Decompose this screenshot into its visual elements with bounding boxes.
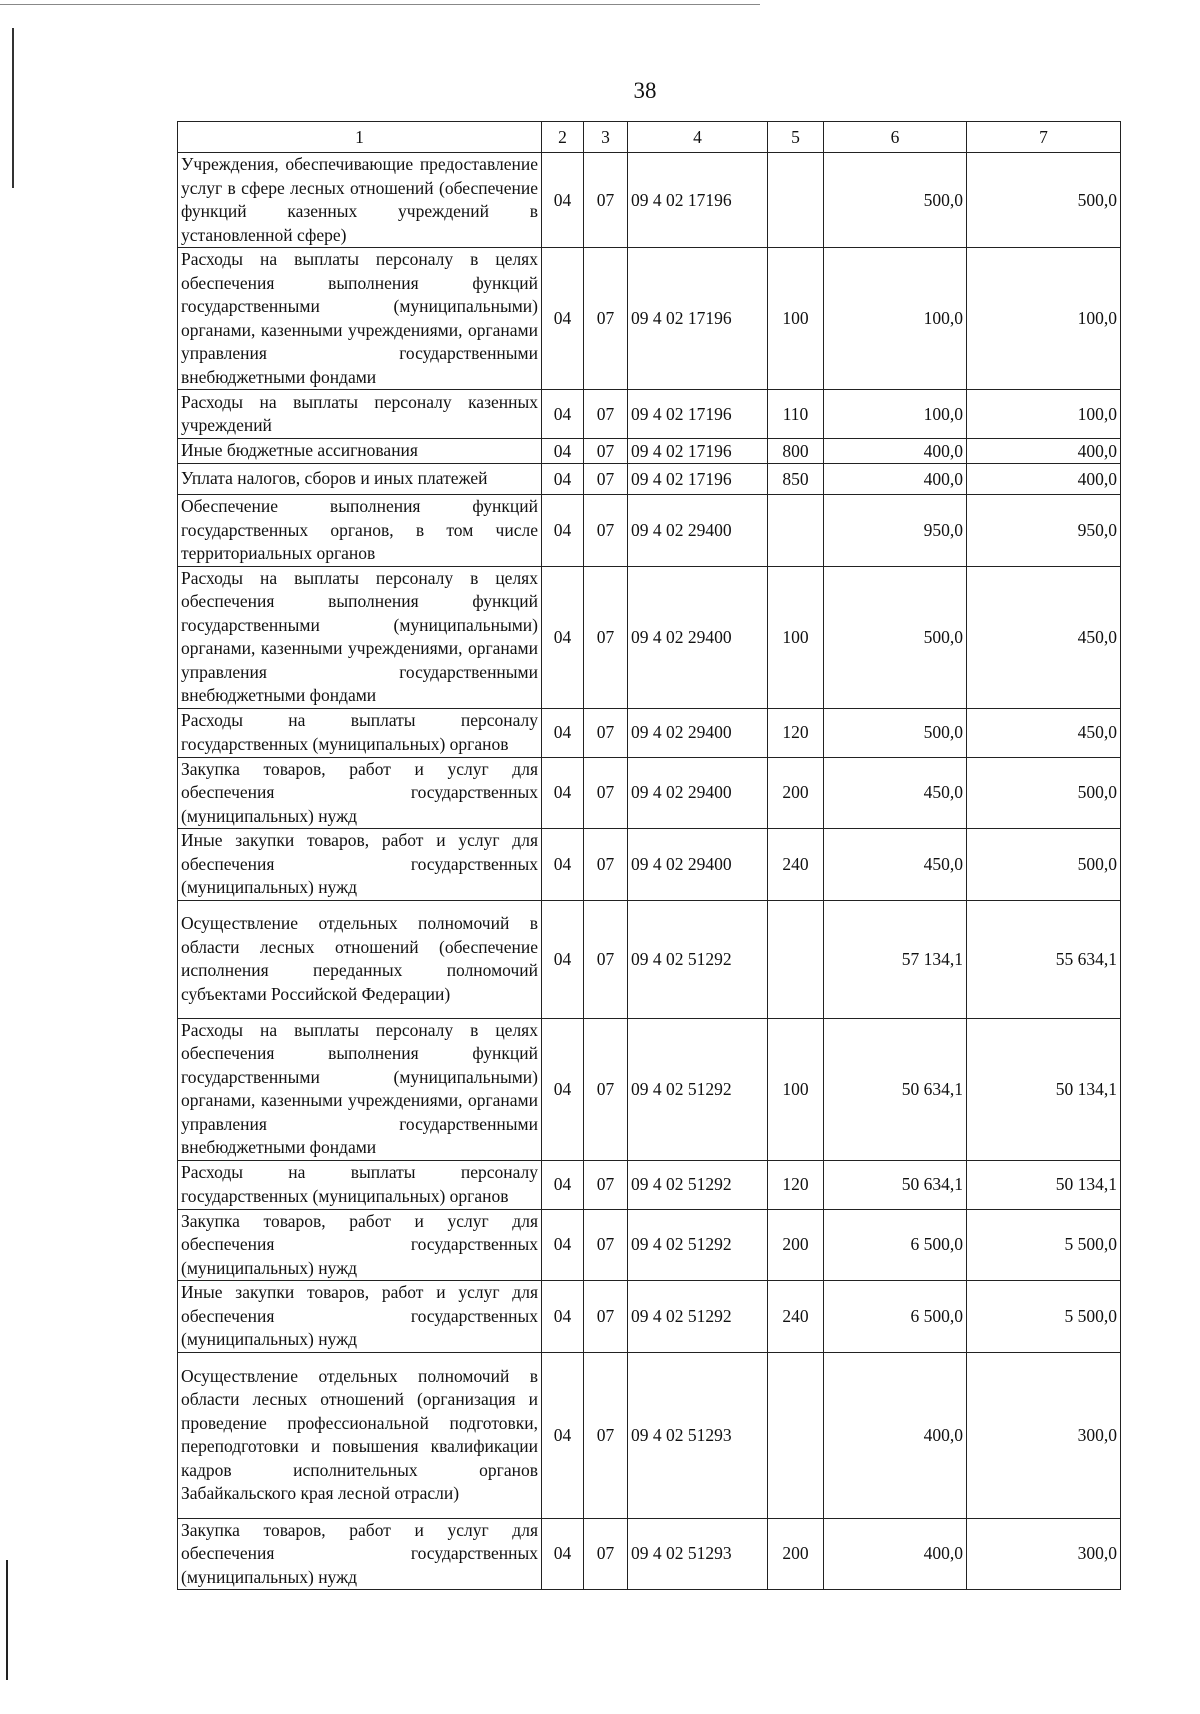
amount-col6: 100,0	[824, 390, 967, 439]
subsection-code: 07	[584, 439, 628, 464]
target-article-code: 09 4 02 29400	[628, 566, 768, 708]
expense-name: Расходы на выплаты персоналу в целях обеспечения выполнения функций государственными (муниципальными) органами, казенными учреждениями, органами управления государственными внебюджетными фондами	[178, 566, 542, 708]
amount-col6: 450,0	[824, 829, 967, 901]
expense-name: Расходы на выплаты персоналу казенных учреждений	[178, 390, 542, 439]
expense-name: Расходы на выплаты персоналу государственных (муниципальных) органов	[178, 708, 542, 757]
amount-col7: 50 134,1	[967, 1160, 1121, 1209]
amount-col6: 450,0	[824, 757, 967, 829]
target-article-code: 09 4 02 29400	[628, 829, 768, 901]
section-code: 04	[542, 1281, 584, 1353]
scan-edge-top	[0, 4, 760, 5]
amount-col7: 400,0	[967, 439, 1121, 464]
expense-name: Иные бюджетные ассигнования	[178, 439, 542, 464]
table-row	[178, 1209, 1121, 1281]
expense-type-code: 100	[768, 566, 824, 708]
amount-col7: 500,0	[967, 153, 1121, 248]
expense-type-code: 200	[768, 1518, 824, 1590]
section-code: 04	[542, 439, 584, 464]
subsection-code: 07	[584, 708, 628, 757]
table-row	[178, 153, 1121, 248]
amount-col7: 500,0	[967, 757, 1121, 829]
amount-col7: 300,0	[967, 1352, 1121, 1518]
subsection-code: 07	[584, 495, 628, 567]
subsection-code: 07	[584, 464, 628, 495]
table-row	[178, 900, 1121, 1018]
target-article-code: 09 4 02 17196	[628, 248, 768, 390]
expense-name: Обеспечение выполнения функций государственных органов, в том числе территориальных органов	[178, 495, 542, 567]
expense-type-code: 240	[768, 829, 824, 901]
target-article-code: 09 4 02 29400	[628, 757, 768, 829]
target-article-code: 09 4 02 29400	[628, 708, 768, 757]
subsection-code: 07	[584, 248, 628, 390]
target-article-code: 09 4 02 51292	[628, 1018, 768, 1160]
amount-col6: 57 134,1	[824, 900, 967, 1018]
page-number: 38	[633, 78, 657, 103]
section-code: 04	[542, 153, 584, 248]
table-row	[178, 439, 1121, 464]
amount-col6: 400,0	[824, 1518, 967, 1590]
table-row	[178, 1281, 1121, 1353]
table-row	[178, 1518, 1121, 1590]
amount-col6: 400,0	[824, 464, 967, 495]
section-code: 04	[542, 464, 584, 495]
expense-type-code: 120	[768, 708, 824, 757]
table-row	[178, 757, 1121, 829]
table-row	[178, 390, 1121, 439]
section-code: 04	[542, 390, 584, 439]
header-cell: 4	[628, 122, 768, 153]
section-code: 04	[542, 708, 584, 757]
expense-name: Расходы на выплаты персоналу в целях обеспечения выполнения функций государственными (муниципальными) органами, казенными учреждениями, органами управления государственными внебюджетными фондами	[178, 1018, 542, 1160]
header-cell: 2	[542, 122, 584, 153]
subsection-code: 07	[584, 566, 628, 708]
subsection-code: 07	[584, 153, 628, 248]
expense-type-code	[768, 1352, 824, 1518]
expense-type-code: 240	[768, 1281, 824, 1353]
header-cell: 3	[584, 122, 628, 153]
expense-type-code	[768, 153, 824, 248]
header-cell: 7	[967, 122, 1121, 153]
expense-type-code: 200	[768, 757, 824, 829]
target-article-code: 09 4 02 51292	[628, 1209, 768, 1281]
amount-col6: 100,0	[824, 248, 967, 390]
amount-col6: 500,0	[824, 708, 967, 757]
section-code: 04	[542, 829, 584, 901]
amount-col7: 300,0	[967, 1518, 1121, 1590]
amount-col6: 500,0	[824, 566, 967, 708]
amount-col7: 450,0	[967, 566, 1121, 708]
scan-edge-left	[12, 28, 14, 188]
expense-name: Закупка товаров, работ и услуг для обеспечения государственных (муниципальных) нужд	[178, 1209, 542, 1281]
section-code: 04	[542, 1518, 584, 1590]
table-row	[178, 495, 1121, 567]
target-article-code: 09 4 02 29400	[628, 495, 768, 567]
amount-col7: 450,0	[967, 708, 1121, 757]
expense-name: Расходы на выплаты персоналу в целях обеспечения выполнения функций государственными (муниципальными) органами, казенными учреждениями, органами управления государственными внебюджетными фондами	[178, 248, 542, 390]
section-code: 04	[542, 495, 584, 567]
target-article-code: 09 4 02 17196	[628, 439, 768, 464]
section-code: 04	[542, 1352, 584, 1518]
target-article-code: 09 4 02 51292	[628, 1160, 768, 1209]
amount-col7: 950,0	[967, 495, 1121, 567]
subsection-code: 07	[584, 829, 628, 901]
expense-name: Иные закупки товаров, работ и услуг для обеспечения государственных (муниципальных) нужд	[178, 1281, 542, 1353]
subsection-code: 07	[584, 1160, 628, 1209]
expense-type-code: 200	[768, 1209, 824, 1281]
expense-type-code: 100	[768, 1018, 824, 1160]
expense-type-code	[768, 900, 824, 1018]
scan-edge-left-lower	[6, 1560, 8, 1680]
amount-col7: 5 500,0	[967, 1281, 1121, 1353]
header-cell: 1	[178, 122, 542, 153]
table-row	[178, 1352, 1121, 1518]
amount-col7: 55 634,1	[967, 900, 1121, 1018]
amount-col7: 400,0	[967, 464, 1121, 495]
expense-type-code: 110	[768, 390, 824, 439]
section-code: 04	[542, 566, 584, 708]
table-row	[178, 829, 1121, 901]
expense-name: Закупка товаров, работ и услуг для обеспечения государственных (муниципальных) нужд	[178, 757, 542, 829]
subsection-code: 07	[584, 757, 628, 829]
amount-col7: 50 134,1	[967, 1018, 1121, 1160]
target-article-code: 09 4 02 51293	[628, 1518, 768, 1590]
target-article-code: 09 4 02 51292	[628, 1281, 768, 1353]
expense-name: Уплата налогов, сборов и иных платежей	[178, 464, 542, 495]
amount-col6: 6 500,0	[824, 1209, 967, 1281]
header-cell: 5	[768, 122, 824, 153]
table-header-row	[178, 122, 1121, 153]
amount-col7: 100,0	[967, 390, 1121, 439]
section-code: 04	[542, 248, 584, 390]
subsection-code: 07	[584, 1281, 628, 1353]
subsection-code: 07	[584, 390, 628, 439]
expense-name: Иные закупки товаров, работ и услуг для обеспечения государственных (муниципальных) нужд	[178, 829, 542, 901]
amount-col7: 5 500,0	[967, 1209, 1121, 1281]
section-code: 04	[542, 1160, 584, 1209]
section-code: 04	[542, 900, 584, 1018]
expense-type-code: 100	[768, 248, 824, 390]
table-row	[178, 1160, 1121, 1209]
amount-col6: 400,0	[824, 1352, 967, 1518]
section-code: 04	[542, 757, 584, 829]
table-row	[178, 566, 1121, 708]
table-row	[178, 464, 1121, 495]
target-article-code: 09 4 02 17196	[628, 153, 768, 248]
target-article-code: 09 4 02 51293	[628, 1352, 768, 1518]
subsection-code: 07	[584, 1352, 628, 1518]
subsection-code: 07	[584, 1209, 628, 1281]
amount-col6: 50 634,1	[824, 1018, 967, 1160]
amount-col7: 100,0	[967, 248, 1121, 390]
expense-name: Расходы на выплаты персоналу государственных (муниципальных) органов	[178, 1160, 542, 1209]
table-row	[178, 708, 1121, 757]
expense-type-code: 850	[768, 464, 824, 495]
amount-col7: 500,0	[967, 829, 1121, 901]
amount-col6: 50 634,1	[824, 1160, 967, 1209]
target-article-code: 09 4 02 17196	[628, 390, 768, 439]
amount-col6: 400,0	[824, 439, 967, 464]
expense-type-code: 120	[768, 1160, 824, 1209]
target-article-code: 09 4 02 17196	[628, 464, 768, 495]
section-code: 04	[542, 1209, 584, 1281]
table-row	[178, 1018, 1121, 1160]
expense-name: Осуществление отдельных полномочий в области лесных отношений (обеспечение исполнения переданных полномочий субъектами Российской Федерации)	[178, 900, 542, 1018]
amount-col6: 6 500,0	[824, 1281, 967, 1353]
expense-name: Осуществление отдельных полномочий в области лесных отношений (организация и проведение профессиональной подготовки, переподготовки и повышения квалификации кадров исполнительных органов Забайкальского края лесной отрасли)	[178, 1352, 542, 1518]
target-article-code: 09 4 02 51292	[628, 900, 768, 1018]
expense-name: Учреждения, обеспечивающие предоставление услуг в сфере лесных отношений (обеспечение функций казенных учреждений в установленной сфере)	[178, 153, 542, 248]
section-code: 04	[542, 1018, 584, 1160]
header-cell: 6	[824, 122, 967, 153]
subsection-code: 07	[584, 1518, 628, 1590]
amount-col6: 500,0	[824, 153, 967, 248]
table-row	[178, 248, 1121, 390]
expense-type-code	[768, 495, 824, 567]
amount-col6: 950,0	[824, 495, 967, 567]
expense-name: Закупка товаров, работ и услуг для обеспечения государственных (муниципальных) нужд	[178, 1518, 542, 1590]
budget-table	[177, 121, 1121, 1590]
subsection-code: 07	[584, 900, 628, 1018]
expense-type-code: 800	[768, 439, 824, 464]
subsection-code: 07	[584, 1018, 628, 1160]
